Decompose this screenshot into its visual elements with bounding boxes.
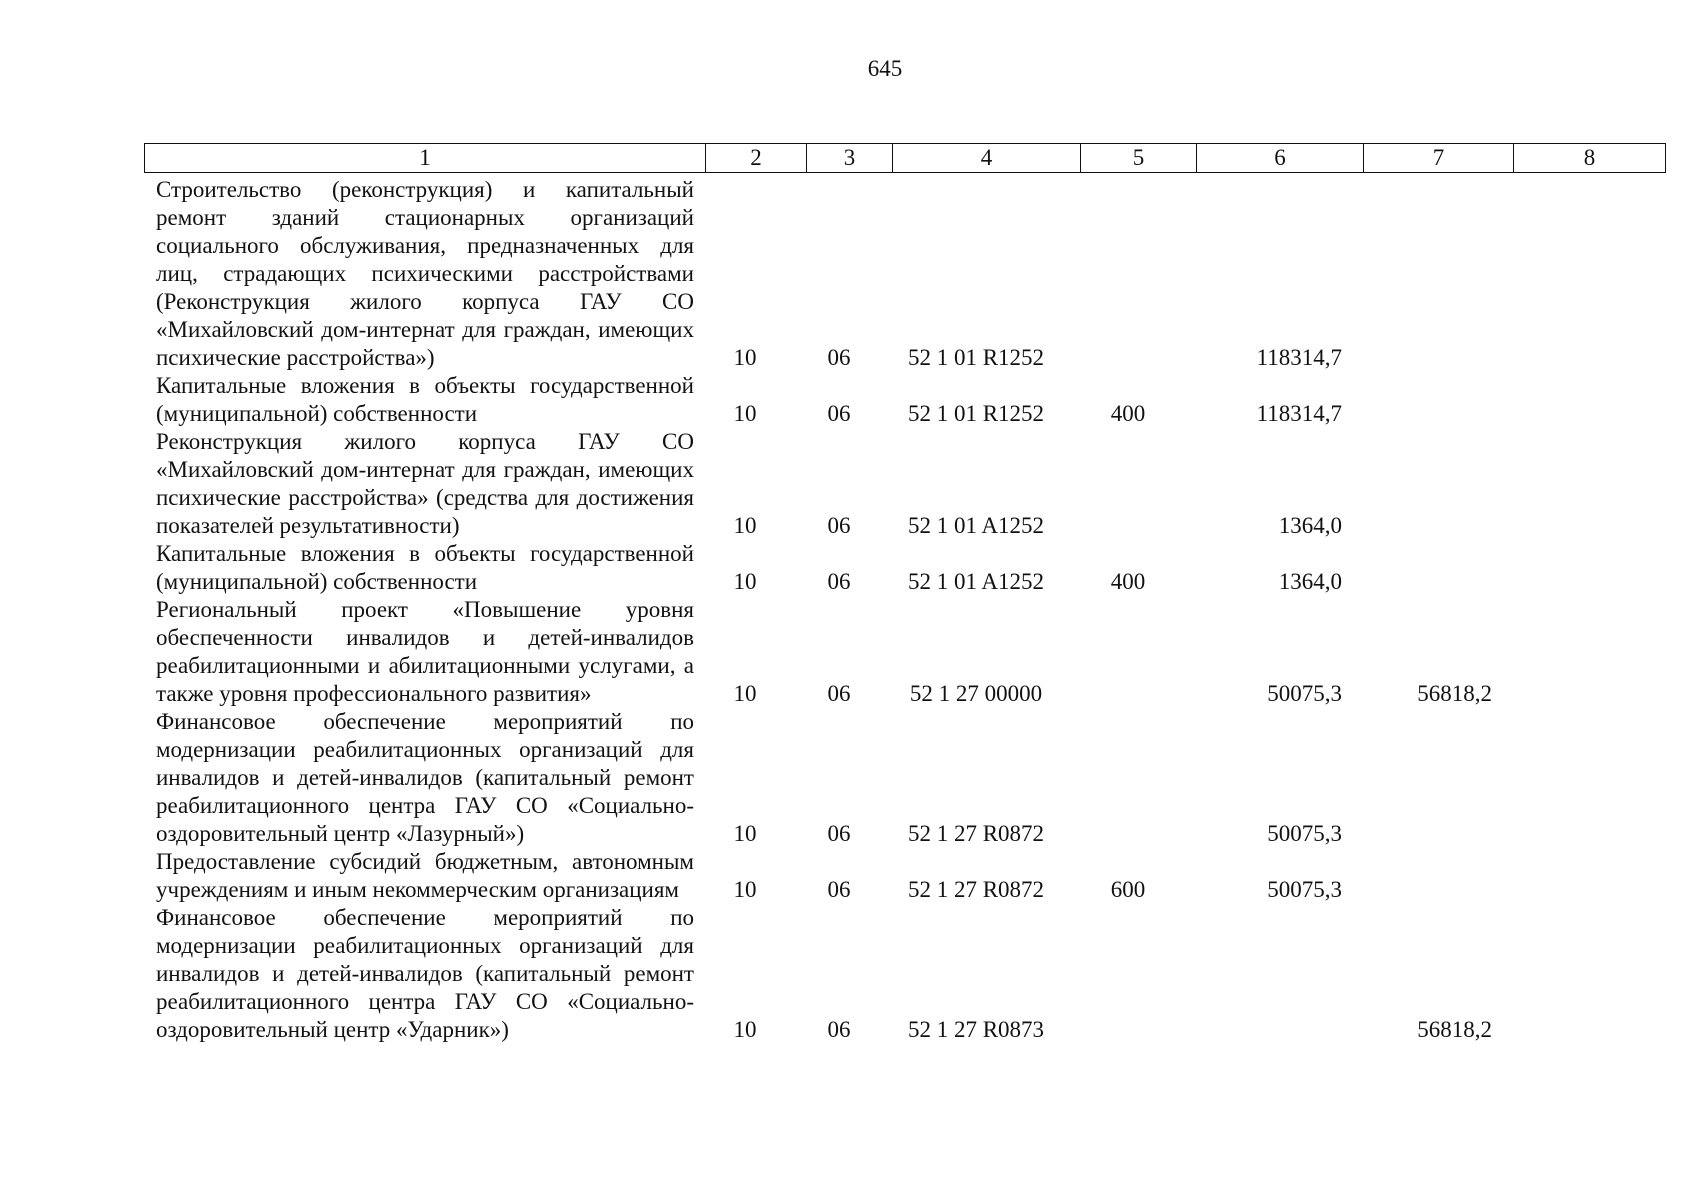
table-body [144, 176, 1664, 1044]
row-rz: 10 [733, 569, 757, 594]
row-pr: 06 [827, 345, 851, 370]
row-name: Предоставление субсидий бюджетным, автономным учреждениям и иным некоммерческим организациям [156, 849, 694, 902]
row-name: Финансовое обеспечение мероприятий по модернизации реабилитационных организаций для инвалидов и детей-инвалидов (капитальный ремонт реабилитационного центра ГАУ СО «Социально-оздоровительный центр «Ударник») [156, 905, 694, 1042]
row-sum-6: 118314,7 [1256, 401, 1342, 426]
header-col-8: 8 [1514, 144, 1666, 173]
header-col-6: 6 [1197, 144, 1364, 173]
row-name: Реконструкция жилого корпуса ГАУ СО «Михайловский дом-интернат для граждан, имеющих психические расстройства» (средства для достижения показателей результативности) [156, 429, 694, 538]
header-col-4: 4 [893, 144, 1081, 173]
table-row [144, 428, 1664, 540]
row-sum-7: 56818,2 [1417, 1017, 1492, 1042]
table-row [144, 540, 1664, 596]
table-row [144, 708, 1664, 848]
table-header [144, 143, 1666, 173]
header-col-7: 7 [1364, 144, 1514, 173]
row-csr: 52 1 27 R0872 [907, 877, 1045, 902]
table-row [144, 372, 1664, 428]
row-rz: 10 [733, 877, 757, 902]
row-name: Капитальные вложения в объекты государственной (муниципальной) собственности [156, 541, 694, 594]
table-row [144, 848, 1664, 904]
row-name: Капитальные вложения в объекты государственной (муниципальной) собственности [156, 373, 694, 426]
row-vr: 400 [1110, 401, 1146, 426]
row-sum-7: 56818,2 [1417, 681, 1492, 706]
header-col-5: 5 [1081, 144, 1197, 173]
header-col-2: 2 [706, 144, 807, 173]
row-csr: 52 1 27 R0873 [907, 1017, 1045, 1042]
row-pr: 06 [827, 877, 851, 902]
row-vr: 600 [1110, 877, 1146, 902]
row-pr: 06 [827, 569, 851, 594]
row-name: Финансовое обеспечение мероприятий по модернизации реабилитационных организаций для инвалидов и детей-инвалидов (капитальный ремонт реабилитационного центра ГАУ СО «Социально-оздоровительный центр «Лазурный») [156, 709, 694, 846]
table-row [144, 596, 1664, 708]
row-pr: 06 [827, 513, 851, 538]
row-csr: 52 1 27 00000 [909, 681, 1043, 706]
row-rz: 10 [733, 401, 757, 426]
row-sum-6: 50075,3 [1267, 877, 1342, 902]
row-sum-6: 50075,3 [1267, 681, 1342, 706]
row-pr: 06 [827, 401, 851, 426]
row-csr: 52 1 01 R1252 [907, 401, 1045, 426]
row-rz: 10 [733, 1017, 757, 1042]
header-col-3: 3 [807, 144, 893, 173]
row-csr: 52 1 27 R0872 [907, 821, 1045, 846]
row-pr: 06 [827, 1017, 851, 1042]
row-csr: 52 1 01 R1252 [907, 345, 1045, 370]
row-name: Строительство (реконструкция) и капитальный ремонт зданий стационарных организаций социального обслуживания, предназначенных для лиц, страдающих психическими расстройствами (Реконструкция жилого корпуса ГАУ СО «Михайловский дом-интернат для граждан, имеющих психические расстройства») [156, 177, 694, 370]
row-sum-6: 50075,3 [1267, 821, 1342, 846]
page-number: 645 [867, 56, 903, 81]
row-sum-6: 1364,0 [1278, 569, 1342, 594]
table-row [144, 904, 1664, 1044]
row-rz: 10 [733, 821, 757, 846]
row-pr: 06 [827, 681, 851, 706]
row-csr: 52 1 01 A1252 [907, 569, 1045, 594]
row-rz: 10 [733, 681, 757, 706]
table-row [144, 176, 1664, 372]
row-csr: 52 1 01 A1252 [907, 513, 1045, 538]
row-sum-6: 118314,7 [1256, 345, 1342, 370]
header-col-1: 1 [145, 144, 706, 173]
row-name: Региональный проект «Повышение уровня обеспеченности инвалидов и детей-инвалидов реабилитационными и абилитационными услугами, а также уровня профессионального развития» [156, 597, 694, 706]
row-sum-6: 1364,0 [1278, 513, 1342, 538]
row-pr: 06 [827, 821, 851, 846]
row-vr: 400 [1110, 569, 1146, 594]
row-rz: 10 [733, 513, 757, 538]
row-rz: 10 [733, 345, 757, 370]
